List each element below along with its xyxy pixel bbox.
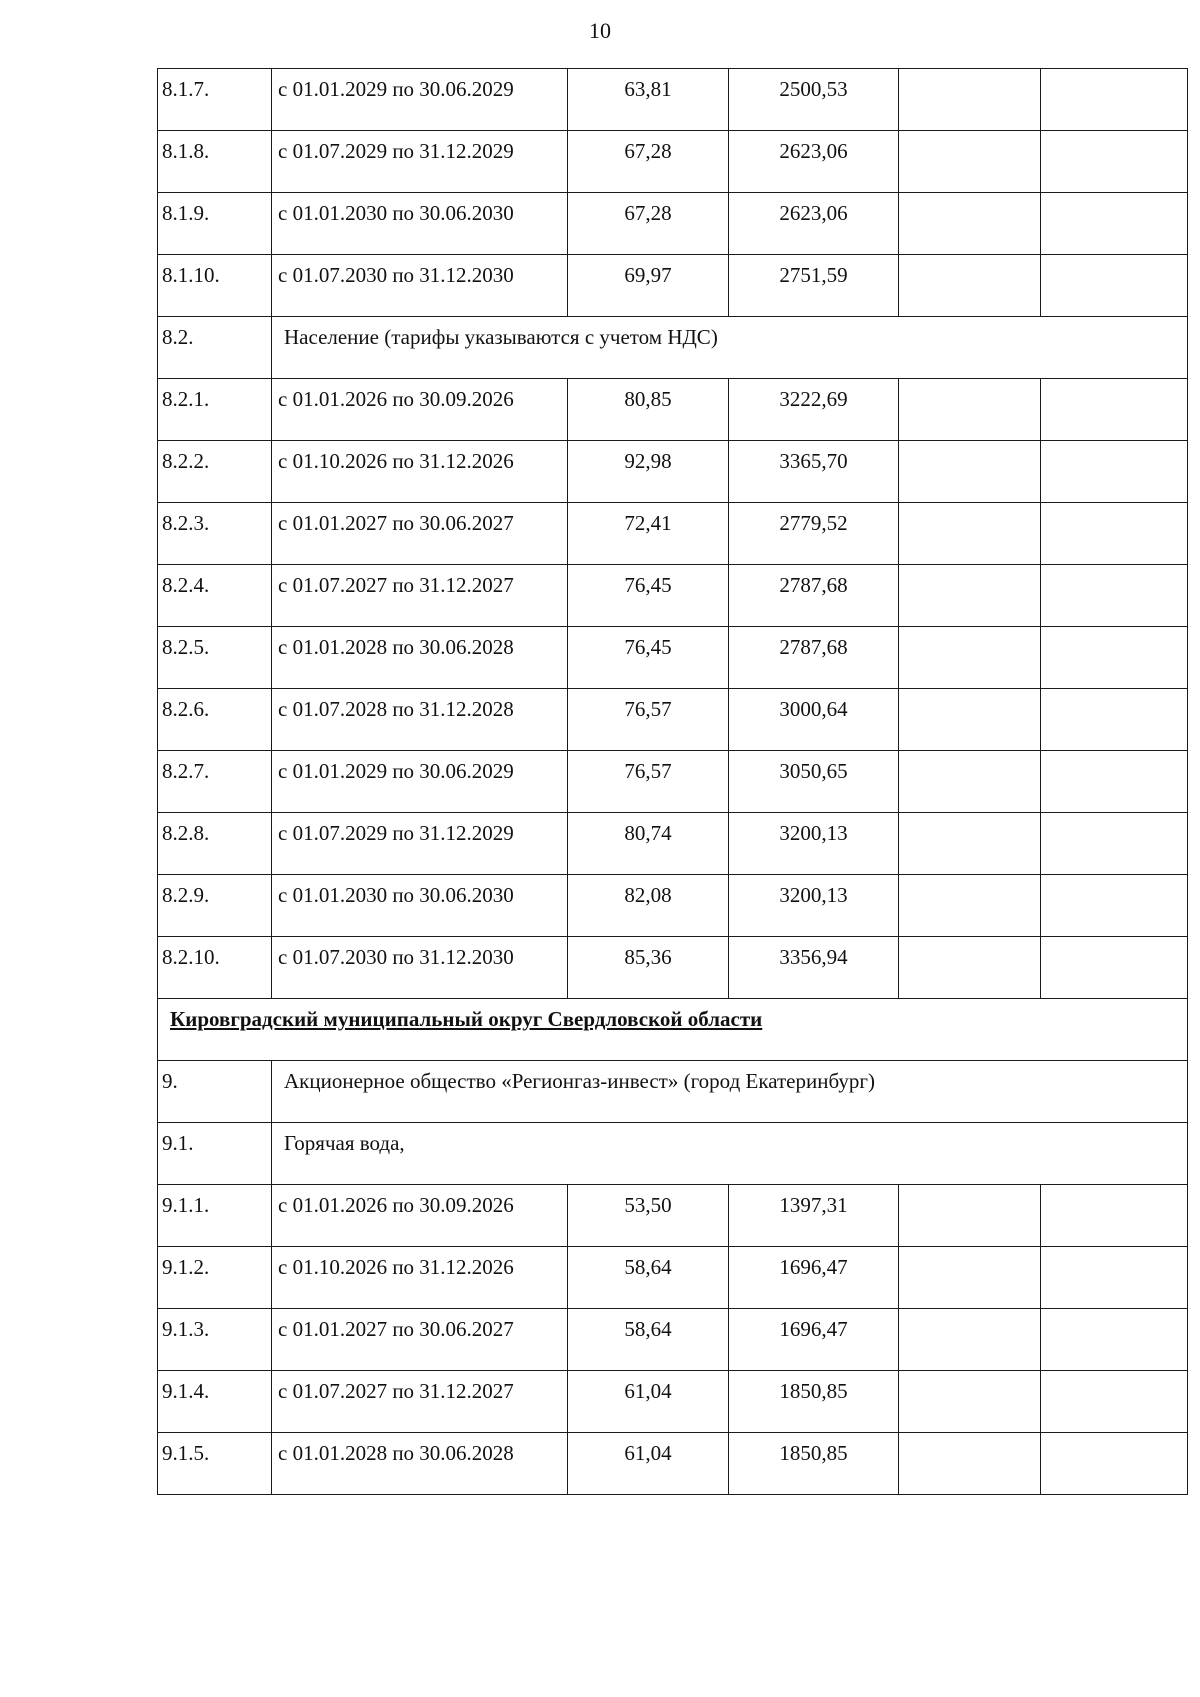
tariff-value-cell: 92,98 [568, 441, 729, 503]
empty-cell [1041, 441, 1188, 503]
period-cell: с 01.01.2026 по 30.09.2026 [272, 1185, 568, 1247]
row-number-cell: 8.2.8. [158, 813, 272, 875]
row-number-cell: 8.2.2. [158, 441, 272, 503]
table-row [158, 689, 1188, 751]
tariff-value-cell: 67,28 [568, 131, 729, 193]
tariff-value-cell: 85,36 [568, 937, 729, 999]
table-row [158, 1433, 1188, 1495]
period-cell: с 01.07.2027 по 31.12.2027 [272, 565, 568, 627]
empty-cell [899, 1247, 1041, 1309]
tariff-value-cell: 76,57 [568, 689, 729, 751]
table-row [158, 937, 1188, 999]
group-row [158, 1061, 1188, 1123]
tariff-value-cell: 58,64 [568, 1309, 729, 1371]
tariff-value-cell: 76,57 [568, 751, 729, 813]
empty-cell [899, 503, 1041, 565]
empty-cell [1041, 689, 1188, 751]
period-cell: с 01.01.2029 по 30.06.2029 [272, 69, 568, 131]
tariff-value-cell: 67,28 [568, 193, 729, 255]
table-row [158, 441, 1188, 503]
row-number-cell: 8.1.10. [158, 255, 272, 317]
table-row [158, 131, 1188, 193]
tariff-value-cell: 80,85 [568, 379, 729, 441]
tariff-value-cell-2: 2500,53 [729, 69, 899, 131]
period-cell: с 01.07.2028 по 31.12.2028 [272, 689, 568, 751]
row-number-cell: 8.1.9. [158, 193, 272, 255]
tariff-value-cell-2: 3050,65 [729, 751, 899, 813]
table-row [158, 813, 1188, 875]
page-number: 10 [589, 18, 611, 43]
group-title-cell: Горячая вода, [272, 1123, 1188, 1185]
empty-cell [1041, 813, 1188, 875]
row-number-cell: 8.2.3. [158, 503, 272, 565]
row-number-cell: 9. [158, 1061, 272, 1123]
tariff-value-cell-2: 3365,70 [729, 441, 899, 503]
empty-cell [899, 627, 1041, 689]
empty-cell [899, 441, 1041, 503]
empty-cell [1041, 503, 1188, 565]
period-cell: с 01.01.2028 по 30.06.2028 [272, 1433, 568, 1495]
period-cell: с 01.10.2026 по 31.12.2026 [272, 1247, 568, 1309]
table-row [158, 1309, 1188, 1371]
group-title-cell: Акционерное общество «Регионгаз-инвест» (город Екатеринбург) [272, 1061, 1188, 1123]
tariff-value-cell-2: 2787,68 [729, 627, 899, 689]
period-cell: с 01.01.2027 по 30.06.2027 [272, 503, 568, 565]
empty-cell [899, 193, 1041, 255]
tariff-table [157, 68, 1188, 1495]
tariff-value-cell-2: 1696,47 [729, 1247, 899, 1309]
period-cell: с 01.01.2026 по 30.09.2026 [272, 379, 568, 441]
tariff-value-cell-2: 2623,06 [729, 193, 899, 255]
empty-cell [1041, 937, 1188, 999]
empty-cell [899, 69, 1041, 131]
row-number-cell: 8.2.5. [158, 627, 272, 689]
empty-cell [1041, 69, 1188, 131]
period-cell: с 01.07.2030 по 31.12.2030 [272, 937, 568, 999]
row-number-cell: 9.1.4. [158, 1371, 272, 1433]
empty-cell [899, 255, 1041, 317]
empty-cell [1041, 1433, 1188, 1495]
row-number-cell: 8.2.6. [158, 689, 272, 751]
empty-cell [1041, 751, 1188, 813]
table-row [158, 751, 1188, 813]
tariff-value-cell-2: 1850,85 [729, 1371, 899, 1433]
table-row [158, 255, 1188, 317]
row-number-cell: 8.2.1. [158, 379, 272, 441]
tariff-value-cell-2: 2787,68 [729, 565, 899, 627]
group-title-cell: Население (тарифы указываются с учетом НДС) [272, 317, 1188, 379]
period-cell: с 01.07.2029 по 31.12.2029 [272, 813, 568, 875]
row-number-cell: 8.2.10. [158, 937, 272, 999]
tariff-value-cell-2: 1397,31 [729, 1185, 899, 1247]
group-row [158, 1123, 1188, 1185]
empty-cell [899, 379, 1041, 441]
period-cell: с 01.01.2029 по 30.06.2029 [272, 751, 568, 813]
tariff-value-cell-2: 2623,06 [729, 131, 899, 193]
empty-cell [899, 751, 1041, 813]
tariff-value-cell-2: 3000,64 [729, 689, 899, 751]
row-number-cell: 9.1.1. [158, 1185, 272, 1247]
tariff-value-cell: 53,50 [568, 1185, 729, 1247]
empty-cell [899, 875, 1041, 937]
table-row [158, 1185, 1188, 1247]
empty-cell [1041, 379, 1188, 441]
empty-cell [899, 1309, 1041, 1371]
table-row [158, 193, 1188, 255]
tariff-value-cell: 72,41 [568, 503, 729, 565]
empty-cell [1041, 1247, 1188, 1309]
row-number-cell: 8.1.7. [158, 69, 272, 131]
table-row [158, 1371, 1188, 1433]
row-number-cell: 8.2. [158, 317, 272, 379]
empty-cell [899, 1371, 1041, 1433]
table-row [158, 627, 1188, 689]
table-row [158, 379, 1188, 441]
row-number-cell: 9.1.3. [158, 1309, 272, 1371]
tariff-value-cell-2: 1850,85 [729, 1433, 899, 1495]
tariff-value-cell: 61,04 [568, 1371, 729, 1433]
empty-cell [1041, 1185, 1188, 1247]
empty-cell [1041, 565, 1188, 627]
tariff-value-cell-2: 3200,13 [729, 875, 899, 937]
row-number-cell: 9.1.5. [158, 1433, 272, 1495]
table-row [158, 69, 1188, 131]
tariff-value-cell-2: 1696,47 [729, 1309, 899, 1371]
period-cell: с 01.07.2029 по 31.12.2029 [272, 131, 568, 193]
tariff-value-cell: 82,08 [568, 875, 729, 937]
tariff-value-cell: 76,45 [568, 627, 729, 689]
empty-cell [1041, 1309, 1188, 1371]
row-number-cell: 8.2.7. [158, 751, 272, 813]
group-row [158, 317, 1188, 379]
empty-cell [899, 1433, 1041, 1495]
row-number-cell: 8.1.8. [158, 131, 272, 193]
empty-cell [899, 937, 1041, 999]
empty-cell [1041, 1371, 1188, 1433]
section-heading: Кировградский муниципальный округ Свердловской области [158, 999, 1188, 1061]
row-number-cell: 9.1.2. [158, 1247, 272, 1309]
empty-cell [1041, 255, 1188, 317]
tariff-table-body [158, 69, 1188, 1495]
table-row [158, 503, 1188, 565]
tariff-value-cell: 69,97 [568, 255, 729, 317]
empty-cell [899, 1185, 1041, 1247]
period-cell: с 01.01.2030 по 30.06.2030 [272, 193, 568, 255]
tariff-value-cell-2: 2751,59 [729, 255, 899, 317]
table-row [158, 875, 1188, 937]
empty-cell [899, 131, 1041, 193]
tariff-value-cell-2: 3356,94 [729, 937, 899, 999]
row-number-cell: 8.2.4. [158, 565, 272, 627]
period-cell: с 01.01.2027 по 30.06.2027 [272, 1309, 568, 1371]
period-cell: с 01.07.2030 по 31.12.2030 [272, 255, 568, 317]
empty-cell [899, 813, 1041, 875]
empty-cell [1041, 875, 1188, 937]
table-row [158, 1247, 1188, 1309]
empty-cell [1041, 193, 1188, 255]
empty-cell [1041, 131, 1188, 193]
tariff-value-cell: 76,45 [568, 565, 729, 627]
tariff-value-cell-2: 3200,13 [729, 813, 899, 875]
tariff-value-cell-2: 2779,52 [729, 503, 899, 565]
tariff-value-cell: 63,81 [568, 69, 729, 131]
empty-cell [899, 565, 1041, 627]
empty-cell [1041, 627, 1188, 689]
period-cell: с 01.07.2027 по 31.12.2027 [272, 1371, 568, 1433]
empty-cell [899, 689, 1041, 751]
row-number-cell: 9.1. [158, 1123, 272, 1185]
row-number-cell: 8.2.9. [158, 875, 272, 937]
tariff-value-cell-2: 3222,69 [729, 379, 899, 441]
tariff-value-cell: 80,74 [568, 813, 729, 875]
table-row [158, 565, 1188, 627]
period-cell: с 01.01.2030 по 30.06.2030 [272, 875, 568, 937]
tariff-value-cell: 58,64 [568, 1247, 729, 1309]
section-heading-row [158, 999, 1188, 1061]
tariff-value-cell: 61,04 [568, 1433, 729, 1495]
period-cell: с 01.01.2028 по 30.06.2028 [272, 627, 568, 689]
period-cell: с 01.10.2026 по 31.12.2026 [272, 441, 568, 503]
